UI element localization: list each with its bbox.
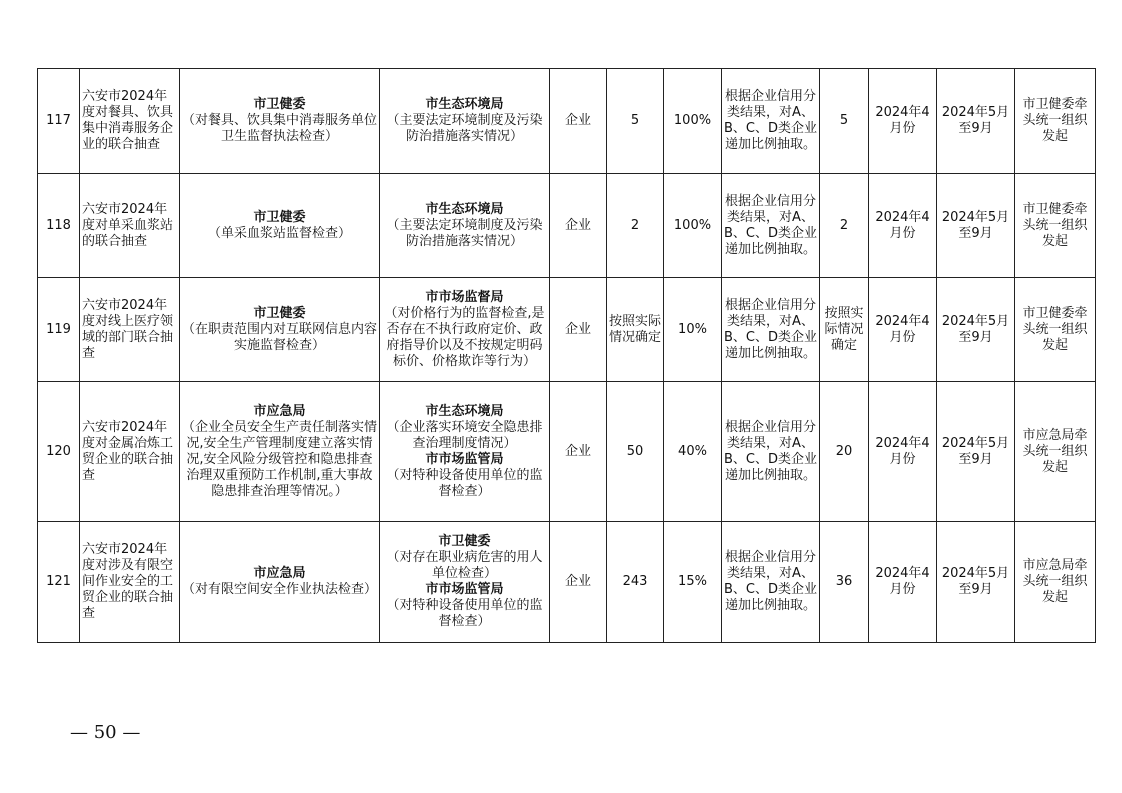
- lead-title: 市应急局: [253, 403, 306, 419]
- lead-department: [180, 522, 380, 643]
- inspection-name: 六安市2024年度对金属冶炼工贸企业的联合抽查: [80, 382, 180, 522]
- lead-detail: （对餐具、饮具集中消毒服务单位卫生监督执法检查）: [182, 113, 378, 144]
- partner-title: 市市场监管局: [425, 582, 504, 597]
- table-row: [38, 522, 1096, 643]
- sample-count: 36: [820, 522, 869, 643]
- inspection-target: 企业: [550, 522, 607, 643]
- sampling-method: 根据企业信用分类结果，对A、B、C、D类企业递加比例抽取。: [722, 174, 820, 278]
- partner-detail: （企业落实环境安全隐患排查治理制度情况）: [386, 419, 543, 451]
- inspection-target: 企业: [550, 174, 607, 278]
- partner-detail: （主要法定环境制度及污染防治措施落实情况）: [386, 113, 543, 144]
- inspection-target: 企业: [550, 382, 607, 522]
- partner-detail: （对存在职业病危害的用人单位检查）: [386, 550, 543, 581]
- organizer: 市卫健委牵头统一组织发起: [1015, 69, 1096, 174]
- partner-detail: （对特种设备使用单位的监督检查）: [386, 467, 543, 499]
- row-number: 120: [38, 382, 80, 522]
- sampling-ratio: 40%: [664, 382, 722, 522]
- sampling-method: 根据企业信用分类结果，对A、B、C、D类企业递加比例抽取。: [722, 522, 820, 643]
- inspection-name: 六安市2024年度对餐具、饮具集中消毒服务企业的联合抽查: [80, 69, 180, 174]
- partner-departments: [380, 69, 550, 174]
- row-number: 117: [38, 69, 80, 174]
- partner-departments: [380, 174, 550, 278]
- start-time: 2024年4月份: [869, 522, 937, 643]
- lead-title: 市卫健委: [253, 305, 306, 321]
- target-count: 50: [607, 382, 664, 522]
- page-number: — 50 —: [70, 722, 141, 743]
- partner-title: 市市场监督局: [425, 289, 504, 305]
- sample-count: 2: [820, 174, 869, 278]
- organizer: 市应急局牵头统一组织发起: [1015, 522, 1096, 643]
- organizer: 市应急局牵头统一组织发起: [1015, 382, 1096, 522]
- lead-detail: （对有限空间安全作业执法检查）: [182, 582, 378, 597]
- organizer: 市卫健委牵头统一组织发起: [1015, 174, 1096, 278]
- partner-departments: [380, 522, 550, 643]
- table-row: [38, 278, 1096, 382]
- target-count: 5: [607, 69, 664, 174]
- lead-title: 市应急局: [253, 566, 306, 581]
- table-row: [38, 174, 1096, 278]
- start-time: 2024年4月份: [869, 174, 937, 278]
- sample-count: 按照实际情况确定: [820, 278, 869, 382]
- sampling-method: 根据企业信用分类结果，对A、B、C、D类企业递加比例抽取。: [722, 382, 820, 522]
- partner-departments: [380, 278, 550, 382]
- start-time: 2024年4月份: [869, 278, 937, 382]
- sample-count: 5: [820, 69, 869, 174]
- row-number: 118: [38, 174, 80, 278]
- table-row: [38, 382, 1096, 522]
- sampling-ratio: 100%: [664, 174, 722, 278]
- inspection-period: 2024年5月至9月: [937, 174, 1015, 278]
- lead-detail: （企业全员安全生产责任制落实情况,安全生产管理制度建立落实情况,安全风险分级管控和隐患排查治理双重预防工作机制,重大事故隐患排查治理等情况。）: [182, 419, 378, 499]
- sampling-method: 根据企业信用分类结果，对A、B、C、D类企业递加比例抽取。: [722, 69, 820, 174]
- inspection-name: 六安市2024年度对线上医疗领域的部门联合抽查: [80, 278, 180, 382]
- target-count: 按照实际情况确定: [607, 278, 664, 382]
- lead-title: 市卫健委: [253, 97, 306, 112]
- table-row: [38, 69, 1096, 174]
- inspection-period: 2024年5月至9月: [937, 69, 1015, 174]
- sample-count: 20: [820, 382, 869, 522]
- partner-title: 市卫健委: [438, 534, 491, 549]
- sampling-ratio: 100%: [664, 69, 722, 174]
- inspection-target: 企业: [550, 278, 607, 382]
- lead-department: [180, 382, 380, 522]
- start-time: 2024年4月份: [869, 69, 937, 174]
- partner-detail: （对价格行为的监督检查,是否存在不执行政府定价、政府指导价以及不按规定明码标价、价格欺诈等行为）: [384, 305, 545, 369]
- sampling-method: 根据企业信用分类结果，对A、B、C、D类企业递加比例抽取。: [722, 278, 820, 382]
- target-count: 2: [607, 174, 664, 278]
- lead-department: [180, 69, 380, 174]
- organizer: 市卫健委牵头统一组织发起: [1015, 278, 1096, 382]
- partner-title: 市生态环境局: [425, 201, 504, 217]
- inspection-period: 2024年5月至9月: [937, 522, 1015, 643]
- partner-title: 市市场监管局: [425, 451, 504, 467]
- row-number: 121: [38, 522, 80, 643]
- partner-departments: [380, 382, 550, 522]
- start-time: 2024年4月份: [869, 382, 937, 522]
- inspection-period: 2024年5月至9月: [937, 382, 1015, 522]
- inspection-name: 六安市2024年度对涉及有限空间作业安全的工贸企业的联合抽查: [80, 522, 180, 643]
- lead-detail: （单采血浆站监督检查）: [207, 225, 351, 241]
- inspection-period: 2024年5月至9月: [937, 278, 1015, 382]
- partner-title: 市生态环境局: [425, 97, 504, 112]
- partner-title: 市生态环境局: [425, 403, 504, 419]
- row-number: 119: [38, 278, 80, 382]
- inspection-name: 六安市2024年度对单采血浆站的联合抽查: [80, 174, 180, 278]
- target-count: 243: [607, 522, 664, 643]
- lead-detail: （在职责范围内对互联网信息内容实施监督检查）: [182, 321, 378, 353]
- partner-detail: （对特种设备使用单位的监督检查）: [386, 598, 543, 629]
- lead-department: [180, 174, 380, 278]
- sampling-ratio: 10%: [664, 278, 722, 382]
- lead-department: [180, 278, 380, 382]
- inspection-target: 企业: [550, 69, 607, 174]
- inspection-plan-table: [37, 68, 1096, 643]
- partner-detail: （主要法定环境制度及污染防治措施落实情况）: [386, 217, 543, 249]
- sampling-ratio: 15%: [664, 522, 722, 643]
- lead-title: 市卫健委: [253, 209, 306, 225]
